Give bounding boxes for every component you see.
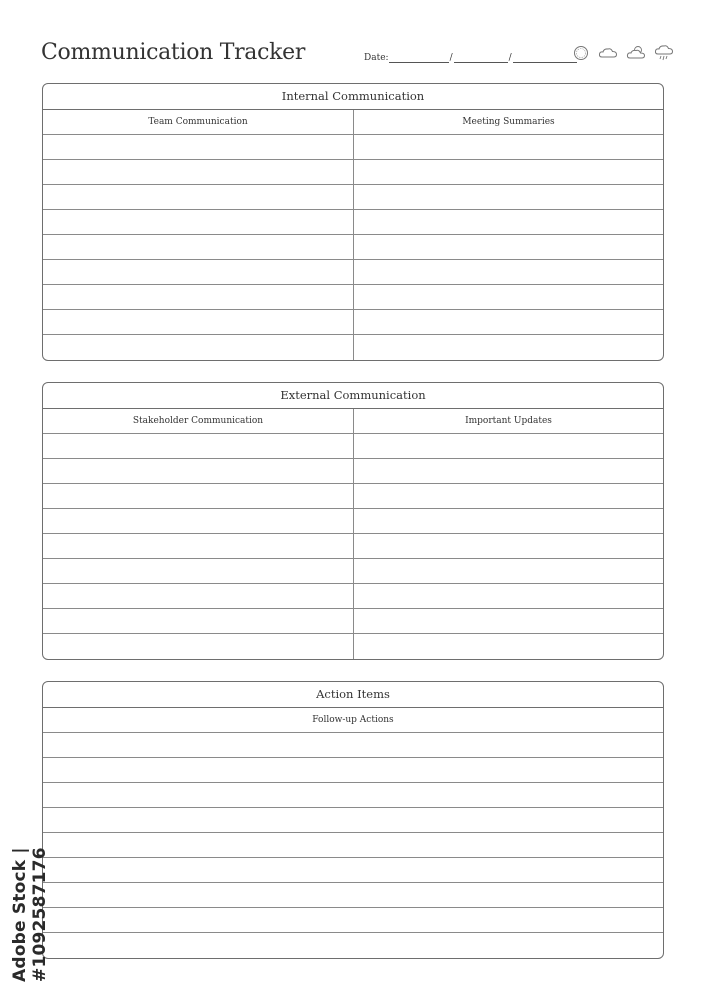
weather-selector xyxy=(572,44,674,62)
date-label: Date: xyxy=(364,53,389,63)
table-row xyxy=(43,310,663,335)
entry-cell[interactable] xyxy=(43,285,354,309)
page-title: Communication Tracker xyxy=(41,40,306,65)
table-row[interactable] xyxy=(43,758,663,783)
entry-cell[interactable] xyxy=(43,634,354,659)
entry-cell[interactable] xyxy=(43,584,354,608)
table-row xyxy=(43,634,663,659)
entry-cell[interactable] xyxy=(354,210,663,234)
table-row xyxy=(43,559,663,584)
table-row xyxy=(43,459,663,484)
section-title: Internal Communication xyxy=(43,84,663,110)
column-header-row xyxy=(43,110,663,135)
entry-cell[interactable] xyxy=(354,484,663,508)
table-row xyxy=(43,260,663,285)
entry-cell[interactable] xyxy=(354,285,663,309)
entry-cell[interactable] xyxy=(43,559,354,583)
partly-cloudy-icon[interactable] xyxy=(626,45,646,61)
entry-cell[interactable] xyxy=(354,260,663,284)
column-header: Team Communication xyxy=(43,110,354,134)
entry-cell[interactable] xyxy=(354,459,663,483)
entry-cell[interactable] xyxy=(43,459,354,483)
entry-cell[interactable] xyxy=(43,509,354,533)
entry-cell[interactable] xyxy=(43,235,354,259)
watermark-side-text: Adobe Stock | #1092587176 xyxy=(10,847,50,982)
entry-cell[interactable] xyxy=(354,160,663,184)
table-row xyxy=(43,185,663,210)
date-year-line[interactable] xyxy=(513,52,577,63)
table-row[interactable] xyxy=(43,908,663,933)
entry-cell[interactable] xyxy=(43,260,354,284)
entry-cell[interactable] xyxy=(43,484,354,508)
entry-cell[interactable] xyxy=(354,609,663,633)
column-header: Stakeholder Communication xyxy=(43,409,354,433)
column-header-row xyxy=(43,708,663,733)
table-row[interactable] xyxy=(43,833,663,858)
cloud-icon[interactable] xyxy=(598,46,618,60)
sun-icon[interactable] xyxy=(572,44,590,62)
table-row[interactable] xyxy=(43,808,663,833)
table-row[interactable] xyxy=(43,883,663,908)
entry-cell[interactable] xyxy=(43,135,354,159)
date-field[interactable] xyxy=(364,52,577,63)
external-communication-section xyxy=(42,382,664,660)
entry-cell[interactable] xyxy=(354,235,663,259)
date-month-line[interactable] xyxy=(454,52,508,63)
table-row xyxy=(43,609,663,634)
table-row[interactable] xyxy=(43,733,663,758)
entry-cell[interactable] xyxy=(354,634,663,659)
date-separator: / xyxy=(508,53,512,63)
table-row xyxy=(43,534,663,559)
rain-cloud-icon[interactable] xyxy=(654,44,674,62)
entry-cell[interactable] xyxy=(43,335,354,360)
table-row xyxy=(43,210,663,235)
entry-cell[interactable] xyxy=(43,609,354,633)
table-row xyxy=(43,434,663,459)
date-separator: / xyxy=(449,53,453,63)
column-header: Meeting Summaries xyxy=(462,117,555,127)
column-header: Follow-up Actions xyxy=(312,715,394,725)
entry-cell[interactable] xyxy=(354,559,663,583)
table-row xyxy=(43,484,663,509)
date-day-line[interactable] xyxy=(389,52,449,63)
table-row xyxy=(43,285,663,310)
entry-cell[interactable] xyxy=(354,185,663,209)
entry-cell[interactable] xyxy=(354,534,663,558)
entry-cell[interactable] xyxy=(43,185,354,209)
column-header: Important Updates xyxy=(465,416,552,426)
entry-cell[interactable] xyxy=(43,210,354,234)
internal-communication-section xyxy=(42,83,664,361)
table-row xyxy=(43,160,663,185)
table-row xyxy=(43,235,663,260)
table-row xyxy=(43,584,663,609)
entry-cell[interactable] xyxy=(354,434,663,458)
section-title: External Communication xyxy=(43,383,663,409)
table-row[interactable] xyxy=(43,933,663,958)
column-header-row xyxy=(43,409,663,434)
entry-cell[interactable] xyxy=(354,335,663,360)
entry-cell[interactable] xyxy=(43,534,354,558)
entry-cell[interactable] xyxy=(354,135,663,159)
entry-cell[interactable] xyxy=(43,160,354,184)
entry-cell[interactable] xyxy=(354,310,663,334)
action-items-section xyxy=(42,681,664,959)
section-title: Action Items xyxy=(43,682,663,708)
entry-cell[interactable] xyxy=(43,434,354,458)
table-row xyxy=(43,335,663,360)
table-row xyxy=(43,509,663,534)
entry-cell[interactable] xyxy=(354,584,663,608)
table-row[interactable] xyxy=(43,783,663,808)
entry-cell[interactable] xyxy=(354,509,663,533)
table-row[interactable] xyxy=(43,858,663,883)
table-row xyxy=(43,135,663,160)
entry-cell[interactable] xyxy=(43,310,354,334)
